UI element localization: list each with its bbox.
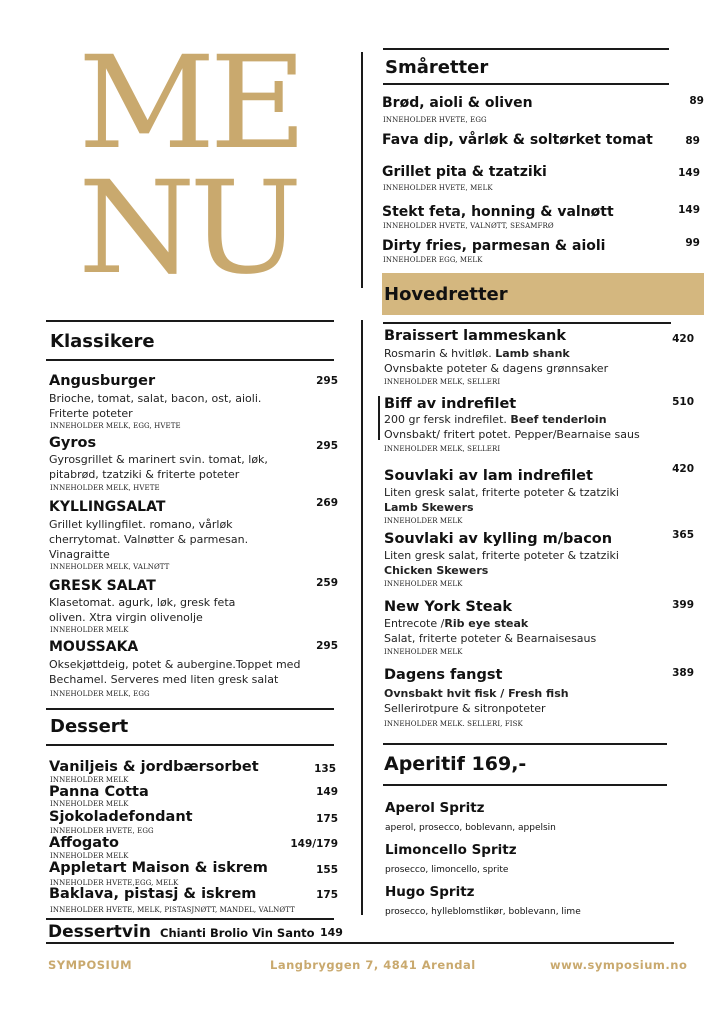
- smaretter-item-allergens: INNEHOLDER HVETE, VALNØTT, SESAMFRØ: [383, 222, 554, 230]
- dessert-item-name: Sjokoladefondant: [49, 809, 193, 825]
- klassikere-item-allergens: INNEHOLDER MELK, EGG, HVETE: [50, 422, 181, 430]
- aperitif-bottom-rule: [383, 784, 667, 786]
- klassikere-title: Klassikere: [50, 331, 155, 352]
- dessert-item-price: 135: [314, 763, 336, 775]
- klassikere-item-desc: Klasetomat. agurk, løk, gresk feta: [49, 596, 236, 609]
- dessert-item-allergens: INNEHOLDER MELK: [50, 852, 129, 860]
- klassikere-item-allergens: INNEHOLDER MELK, HVETE: [50, 484, 160, 492]
- klassikere-item-name: Angusburger: [49, 373, 156, 389]
- hovedretter-item-desc-en: Ovnsbakt hvit fisk / Fresh fish: [384, 687, 569, 700]
- klassikere-item-desc: cherrytomat. Valnøtter & parmesan.: [49, 533, 249, 546]
- hovedretter-item-name: Souvlaki av kylling m/bacon: [384, 531, 613, 547]
- klassikere-item-price: 259: [316, 577, 338, 589]
- dessert-item-allergens: INNEHOLDER MELK: [50, 800, 129, 808]
- smaretter-item-allergens: INNEHOLDER HVETE, EGG: [383, 116, 487, 124]
- hovedretter-item-name: Biff av indrefilet: [384, 396, 517, 412]
- hovedretter-item-desc: [384, 686, 569, 701]
- smaretter-item-name: Brød, aioli & oliven: [382, 95, 533, 111]
- smaretter-item-price: 149: [678, 167, 700, 179]
- klassikere-item-price: 269: [316, 497, 338, 509]
- dessert-item-allergens: INNEHOLDER MELK: [50, 776, 129, 784]
- hovedretter-item-desc-text: 200 gr fersk indrefilet.: [384, 413, 511, 426]
- smaretter-item-name: Fava dip, vårløk & soltørket tomat: [382, 132, 653, 148]
- hovedretter-item-desc2: Ovnsbakte poteter & dagens grønnsaker: [384, 362, 609, 375]
- smaretter-bottom-rule: [383, 83, 669, 85]
- klassikere-bottom-rule: [46, 359, 334, 361]
- footer-website: www.symposium.no: [550, 958, 688, 972]
- hovedretter-item-name: New York Steak: [384, 599, 513, 615]
- klassikere-item-desc: oliven. Xtra virgin olivenolje: [49, 611, 203, 624]
- hovedretter-item-desc2: Salat, friterte poteter & Bearnaisesaus: [384, 632, 597, 645]
- menu-logo-line2: NU: [78, 154, 297, 303]
- hovedretter-item-desc: Liten gresk salat, friterte poteter & tzatziki: [384, 549, 619, 562]
- footer-restaurant-name: SYMPOSIUM: [48, 958, 133, 972]
- hovedretter-item-allergens: INNEHOLDER MELK: [384, 517, 463, 525]
- hovedretter-item-desc-text: Entrecote /: [384, 617, 445, 630]
- hovedretter-item-desc2: Ovnsbakt/ fritert potet. Pepper/Bearnaise saus: [384, 428, 640, 441]
- dessert-item-price: 149/179: [290, 838, 338, 850]
- klassikere-item-name: GRESK SALAT: [49, 578, 156, 594]
- footer-address: Langbryggen 7, 4841 Arendal: [270, 958, 476, 972]
- hovedretter-title: Hovedretter: [384, 284, 508, 305]
- biff-side-rule: [378, 396, 380, 440]
- klassikere-item-price: 295: [316, 375, 338, 387]
- klassikere-item-name: MOUSSAKA: [49, 639, 139, 655]
- hovedretter-item-allergens: INNEHOLDER MELK: [384, 648, 463, 656]
- footer-rule: [46, 942, 674, 944]
- hovedretter-item-name: Dagens fangst: [384, 667, 503, 683]
- smaretter-item-name: Dirty fries, parmesan & aioli: [382, 238, 606, 254]
- klassikere-item-price: 295: [316, 640, 338, 652]
- hovedretter-item-price: 420: [672, 333, 694, 345]
- hovedretter-item-price: 365: [672, 529, 694, 541]
- aperitif-title: Aperitif 169,-: [384, 753, 527, 775]
- dessert-item-allergens: INNEHOLDER HVETE, MELK, PISTASJNØTT, MANDEL, VALNØTT: [50, 906, 295, 914]
- hovedretter-item-desc-en: Rib eye steak: [444, 617, 529, 630]
- smaretter-item-allergens: INNEHOLDER EGG, MELK: [383, 256, 483, 264]
- dessert-item-price: 175: [316, 889, 338, 901]
- smaretter-top-rule: [383, 48, 669, 50]
- dessert-item-price: 175: [316, 813, 338, 825]
- aperitif-item-name: Aperol Spritz: [385, 800, 485, 816]
- aperitif-item-desc: aperol, prosecco, boblevann, appelsin: [385, 823, 556, 833]
- hovedretter-rule: [383, 322, 671, 324]
- klassikere-item-allergens: INNEHOLDER MELK: [50, 626, 129, 634]
- hovedretter-item-name: Braissert lammeskank: [384, 328, 567, 344]
- hovedretter-item-allergens: INNEHOLDER MELK, SELLERI: [384, 445, 501, 453]
- smaretter-item-price: 89: [685, 135, 700, 147]
- hovedretter-item-desc2: Sellerirotpure & sitronpoteter: [384, 702, 546, 715]
- klassikere-item-price: 295: [316, 440, 338, 452]
- smaretter-item-name: Grillet pita & tzatziki: [382, 164, 547, 180]
- dessert-item-allergens: INNEHOLDER HVETE,EGG, MELK: [50, 879, 179, 887]
- hovedretter-item-price: 399: [672, 599, 694, 611]
- hovedretter-item-desc: [384, 412, 607, 427]
- hovedretter-item-allergens: INNEHOLDER MELK: [384, 580, 463, 588]
- dessert-item-name: Appletart Maison & iskrem: [49, 860, 268, 876]
- klassikere-item-allergens: INNEHOLDER MELK, EGG: [50, 690, 150, 698]
- hovedretter-item-allergens: INNEHOLDER MELK. SELLERI, FISK: [384, 720, 523, 728]
- dessertvin-price: 149: [320, 926, 343, 939]
- hovedretter-item-desc-en: Beef tenderloin: [510, 413, 607, 426]
- klassikere-item-desc: pitabrød, tzatziki & friterte poteter: [49, 468, 240, 481]
- aperitif-top-rule: [383, 743, 667, 745]
- klassikere-item-desc: Brioche, tomat, salat, bacon, ost, aioli.: [49, 392, 262, 405]
- aperitif-item-desc: prosecco, hylleblomstlikør, boblevann, lime: [385, 907, 581, 917]
- dessert-bottom-rule: [46, 744, 334, 746]
- hovedretter-item-desc: [384, 616, 528, 631]
- smaretter-title: Småretter: [385, 57, 489, 78]
- aperitif-item-name: Hugo Spritz: [385, 884, 475, 900]
- klassikere-item-desc: Bechamel. Serveres med liten gresk salat: [49, 673, 279, 686]
- klassikere-item-desc: Oksekjøttdeig, potet & aubergine.Toppet med: [49, 658, 301, 671]
- dessert-item-name: Baklava, pistasj & iskrem: [49, 886, 257, 902]
- dessert-item-name: Affogato: [49, 835, 119, 851]
- dessert-item-price: 155: [316, 864, 338, 876]
- hovedretter-item-desc2: [384, 500, 474, 515]
- aperitif-item-name: Limoncello Spritz: [385, 842, 517, 858]
- klassikere-item-desc: Vinagraitte: [49, 548, 110, 561]
- hovedretter-item-price: 420: [672, 463, 694, 475]
- hovedretter-item-allergens: INNEHOLDER MELK, SELLERI: [384, 378, 501, 386]
- hovedretter-item-desc-en: Lamb shank: [495, 347, 570, 360]
- hovedretter-item-desc: [384, 346, 570, 361]
- dessert-item-name: Vaniljeis & jordbærsorbet: [49, 759, 259, 775]
- dessertvin-title: Dessertvin: [48, 922, 151, 942]
- dessertvin-top-rule: [46, 918, 334, 920]
- hovedretter-item-desc-en: Chicken Skewers: [384, 564, 489, 577]
- hovedretter-item-price: 389: [672, 667, 694, 679]
- smaretter-item-price: 149: [678, 204, 700, 216]
- smaretter-item-allergens: INNEHOLDER HVETE, MELK: [383, 184, 493, 192]
- dessert-item-allergens: INNEHOLDER HVETE, EGG: [50, 827, 154, 835]
- smaretter-item-price: 89: [689, 95, 704, 107]
- klassikere-item-name: KYLLINGSALAT: [49, 499, 166, 515]
- aperitif-item-desc: prosecco, limoncello, sprite: [385, 865, 509, 875]
- dessert-title: Dessert: [50, 716, 129, 737]
- dessert-item-name: Panna Cotta: [49, 784, 149, 800]
- hovedretter-item-desc: Liten gresk salat, friterte poteter & tzatziki: [384, 486, 619, 499]
- klassikere-item-desc: Gyrosgrillet & marinert svin. tomat, løk,: [49, 453, 268, 466]
- dessert-top-rule: [46, 708, 334, 710]
- dessert-item-price: 149: [316, 786, 338, 798]
- column-divider-bottom: [361, 320, 363, 915]
- klassikere-top-rule: [46, 320, 334, 322]
- hovedretter-item-name: Souvlaki av lam indrefilet: [384, 468, 593, 484]
- column-divider-top: [361, 52, 363, 288]
- hovedretter-item-price: 510: [672, 396, 694, 408]
- klassikere-item-name: Gyros: [49, 435, 97, 451]
- klassikere-item-allergens: INNEHOLDER MELK, VALNØTT: [50, 563, 170, 571]
- hovedretter-item-desc-en: Lamb Skewers: [384, 501, 474, 514]
- hovedretter-item-desc-text: Rosmarin & hvitløk.: [384, 347, 496, 360]
- hovedretter-item-desc2: [384, 563, 488, 578]
- klassikere-item-desc: Friterte poteter: [49, 407, 133, 420]
- smaretter-item-price: 99: [685, 237, 700, 249]
- smaretter-item-name: Stekt feta, honning & valnøtt: [382, 204, 614, 220]
- klassikere-item-desc: Grillet kyllingfilet. romano, vårløk: [49, 518, 233, 531]
- menu-logo-line1: ME: [78, 29, 302, 178]
- dessertvin-wine: Chianti Brolio Vin Santo: [160, 926, 315, 940]
